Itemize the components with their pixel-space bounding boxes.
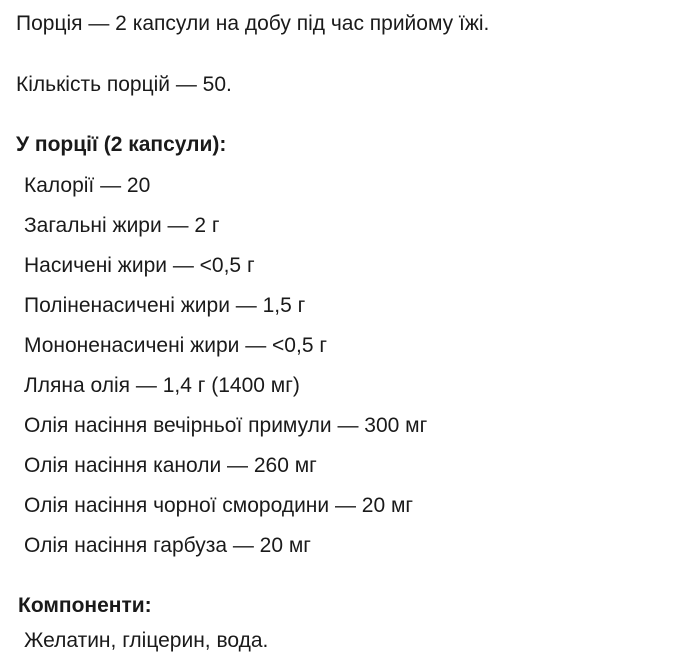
per-serving-heading: У порції (2 капсули): (16, 133, 227, 156)
nutrient-item-monounsaturated-fat: Мононенасичені жири — <0,5 г (24, 334, 327, 357)
components-text: Желатин, гліцерин, вода. (24, 629, 269, 652)
nutrient-item-total-fat: Загальні жири — 2 г (24, 214, 220, 237)
nutrient-item-saturated-fat: Насичені жири — <0,5 г (24, 254, 255, 277)
servings-count-text: Кількість порцій — 50. (16, 73, 232, 96)
nutrient-item-flaxseed-oil: Лляна олія — 1,4 г (1400 мг) (24, 374, 300, 397)
nutrient-item-blackcurrant-oil: Олія насіння чорної смородини — 20 мг (24, 494, 414, 517)
nutrient-item-canola-oil: Олія насіння каноли — 260 мг (24, 454, 317, 477)
nutrient-item-calories: Калорії — 20 (24, 174, 151, 197)
components-heading: Компоненти: (18, 594, 152, 617)
nutrient-item-polyunsaturated-fat: Поліненасичені жири — 1,5 г (24, 294, 306, 317)
nutrient-item-pumpkin-oil: Олія насіння гарбуза — 20 мг (24, 534, 311, 557)
serving-text: Порція — 2 капсули на добу під час прийому їжі. (16, 12, 490, 35)
nutrient-item-evening-primrose-oil: Олія насіння вечірньої примули — 300 мг (24, 414, 428, 437)
